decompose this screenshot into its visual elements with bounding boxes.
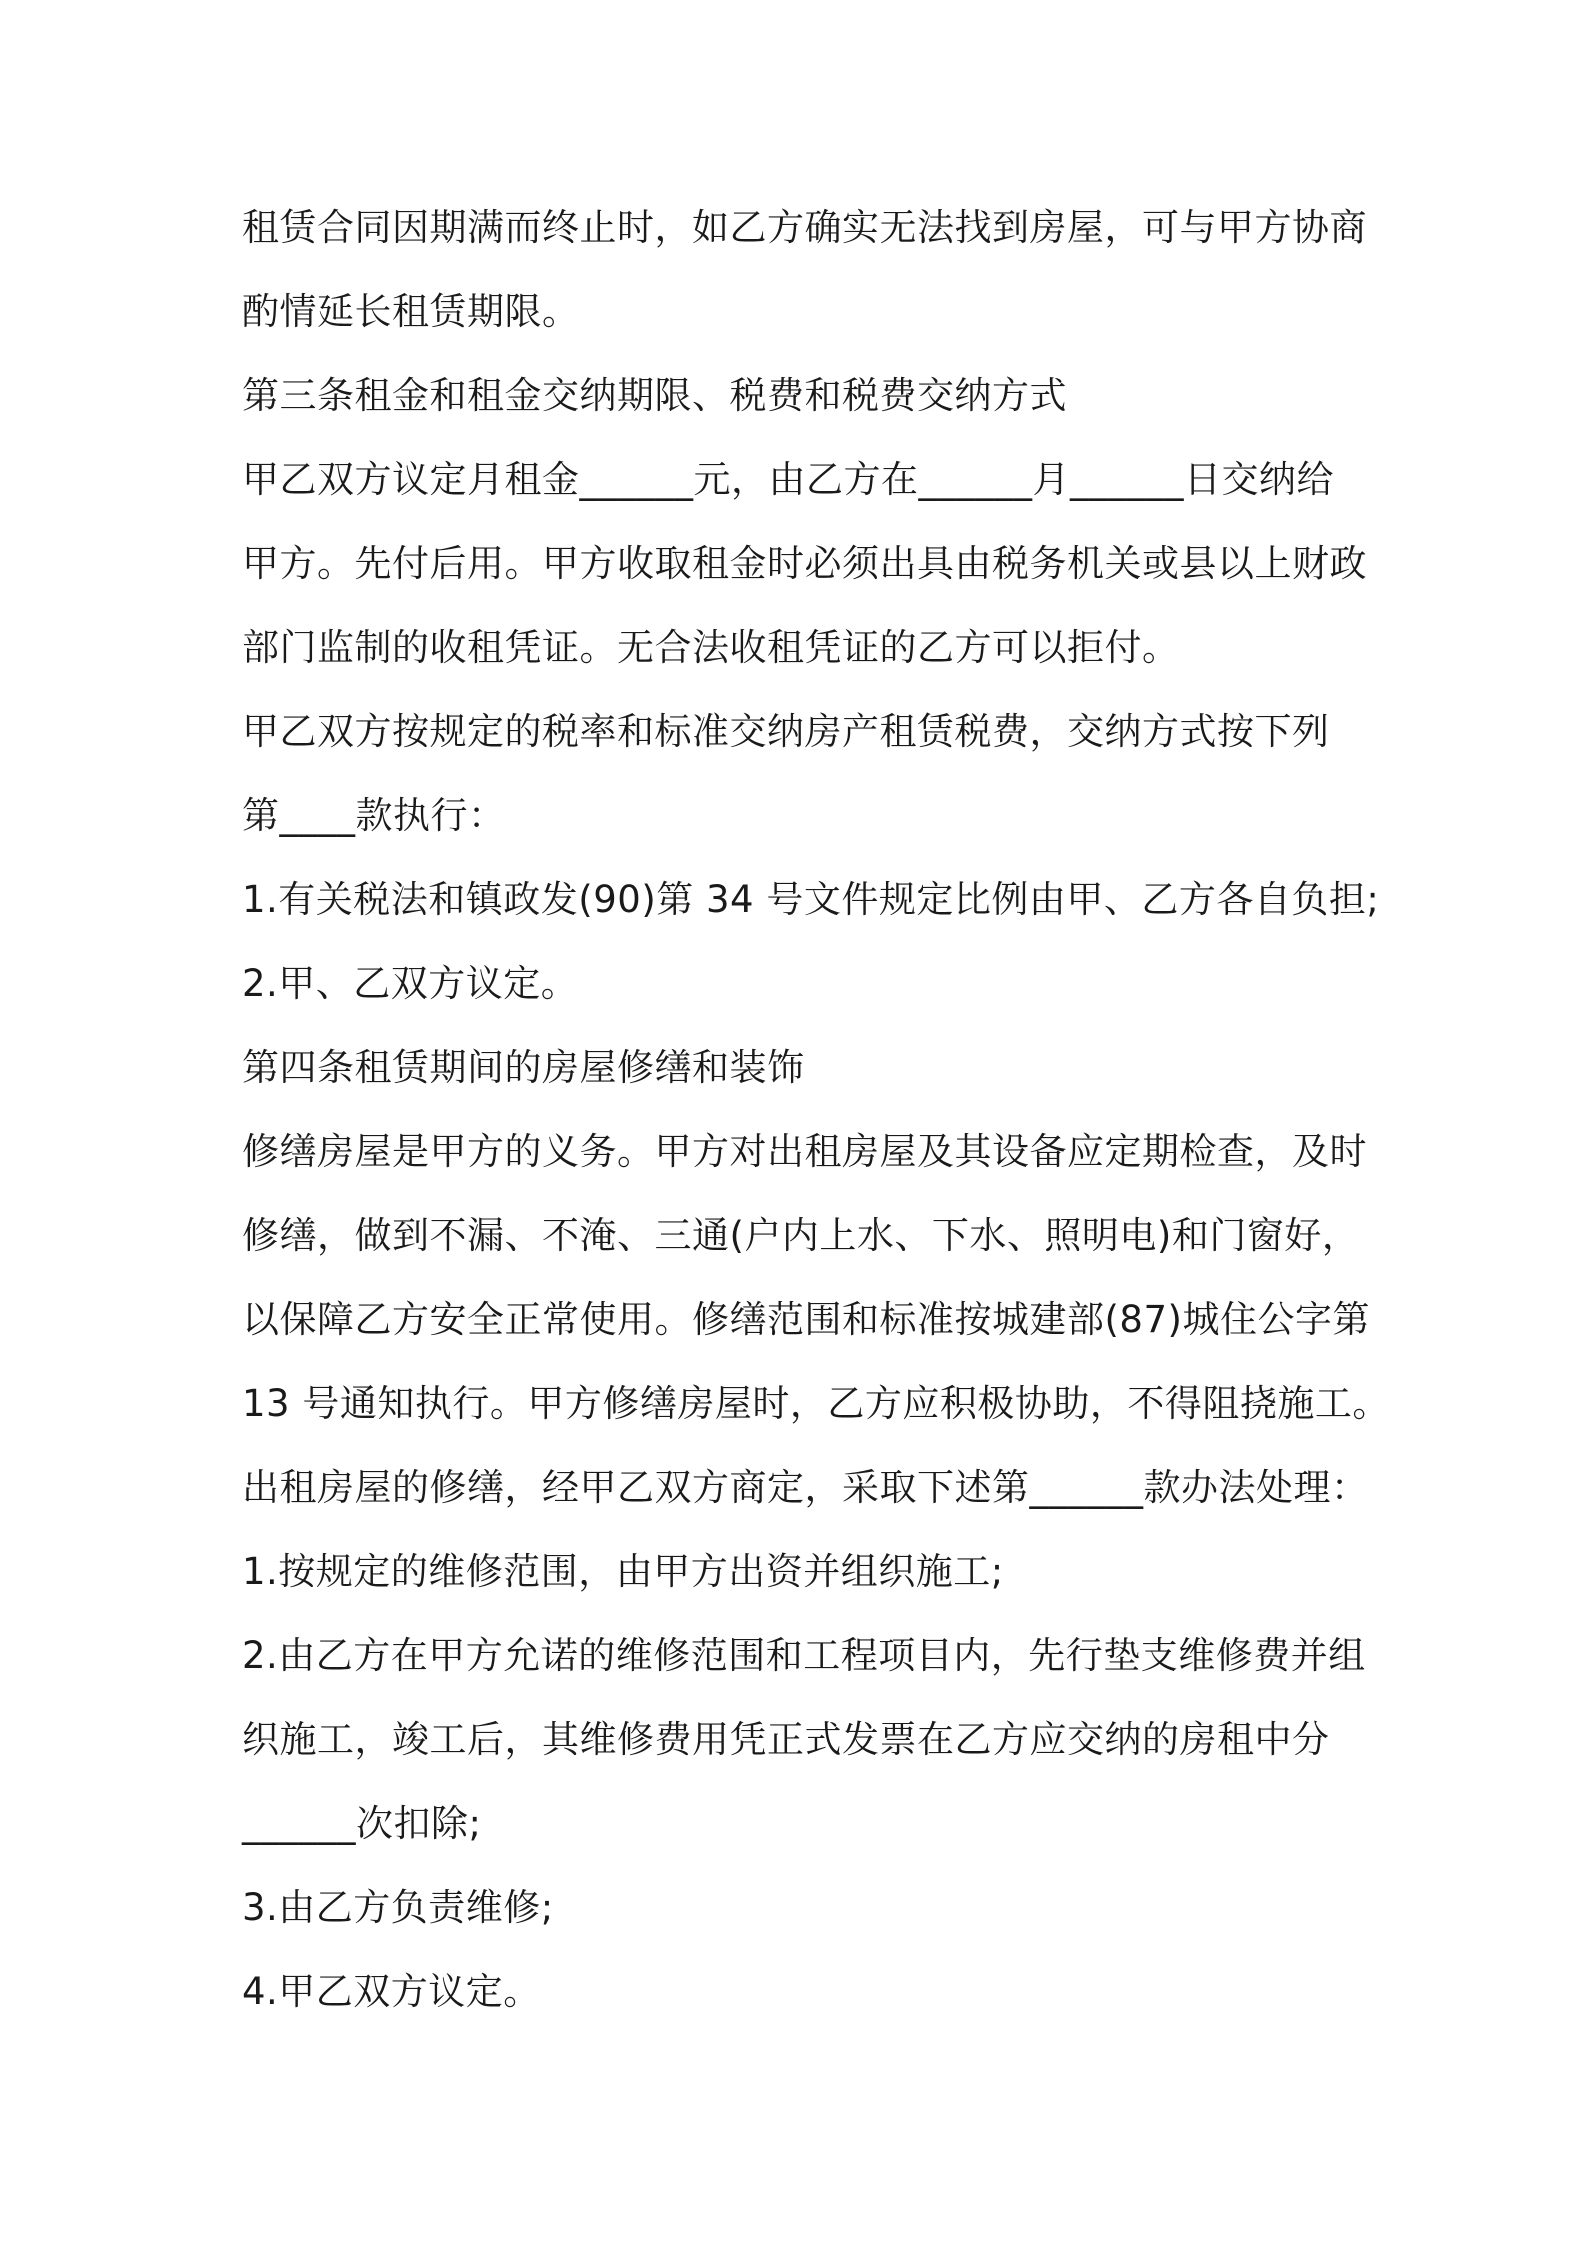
article-heading: 第四条租赁期间的房屋修缮和装饰 xyxy=(242,1046,805,1089)
list-item: 1.按规定的维修范围，由甲方出资并组织施工; xyxy=(242,1550,1004,1593)
text-line: 修缮，做到不漏、不淹、三通(户内上水、下水、照明电)和门窗好， xyxy=(242,1214,1360,1257)
text-line: 甲乙双方议定月租金______元，由乙方在______月______日交纳给 xyxy=(242,458,1334,501)
text-line: 酌情延长租赁期限。 xyxy=(242,290,580,333)
text-line: 第____款执行： xyxy=(242,794,506,837)
text-line: 甲乙双方按规定的税率和标准交纳房产租赁税费，交纳方式按下列 xyxy=(242,710,1330,753)
text-line: 出租房屋的修缮，经甲乙双方商定，采取下述第______款办法处理： xyxy=(242,1466,1369,1509)
text-line: 修缮房屋是甲方的义务。甲方对出租房屋及其设备应定期检查，及时 xyxy=(242,1130,1367,1173)
text-line: ______次扣除; xyxy=(242,1802,482,1845)
text-line: 织施工，竣工后，其维修费用凭正式发票在乙方应交纳的房租中分 xyxy=(242,1718,1330,1761)
text-line: 13 号通知执行。甲方修缮房屋时，乙方应积极协助，不得阻挠施工。 xyxy=(242,1382,1390,1425)
text-line: 以保障乙方安全正常使用。修缮范围和标准按城建部(87)城住公字第 xyxy=(242,1298,1370,1341)
text-line: 租赁合同因期满而终止时，如乙方确实无法找到房屋，可与甲方协商 xyxy=(242,206,1367,249)
list-item: 2.甲、乙双方议定。 xyxy=(242,962,579,1005)
list-item: 4.甲乙双方议定。 xyxy=(242,1970,541,2013)
text-line: 部门监制的收租凭证。无合法收租凭证的乙方可以拒付。 xyxy=(242,626,1180,669)
article-heading: 第三条租金和租金交纳期限、税费和税费交纳方式 xyxy=(242,374,1067,417)
list-item: 2.由乙方在甲方允诺的维修范围和工程项目内，先行垫支维修费并组 xyxy=(242,1634,1366,1677)
text-line: 甲方。先付后用。甲方收取租金时必须出具由税务机关或县以上财政 xyxy=(242,542,1367,585)
list-item: 3.由乙方负责维修; xyxy=(242,1886,554,1929)
list-item: 1.有关税法和镇政发(90)第 34 号文件规定比例由甲、乙方各自负担; xyxy=(242,878,1380,921)
